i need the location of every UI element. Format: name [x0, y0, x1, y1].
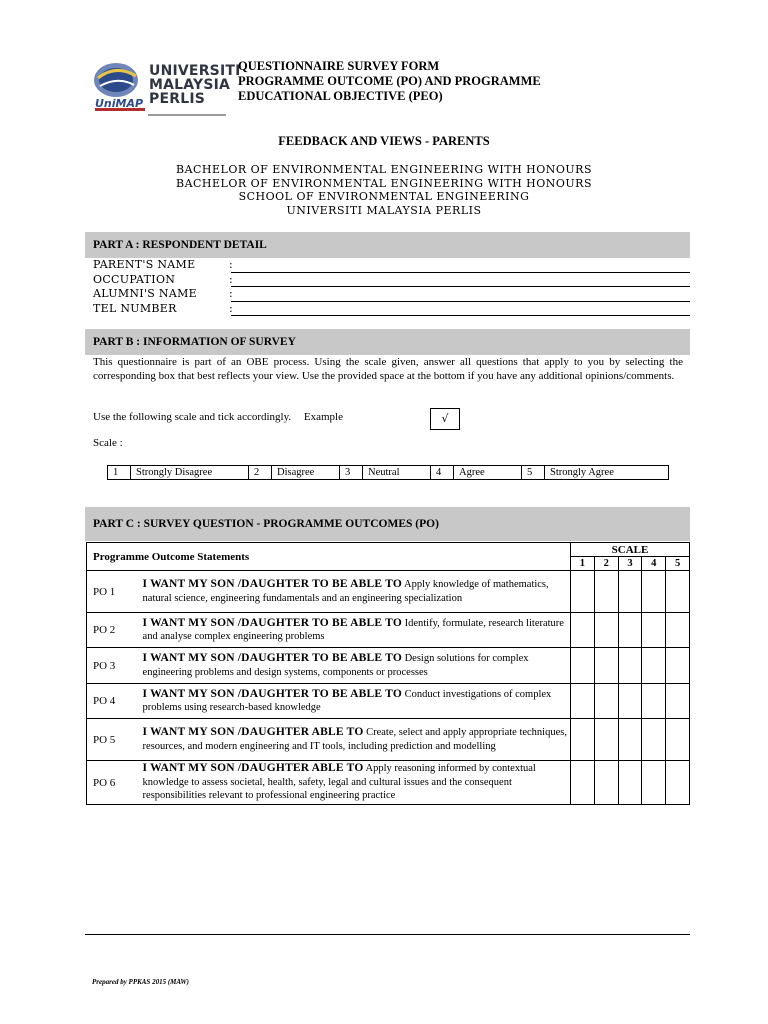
scale-cell-3[interactable] [618, 613, 642, 648]
field-row-tel-number [93, 302, 690, 317]
po-code: PO 4 [87, 684, 143, 719]
respondent-fields [93, 258, 690, 316]
scale-cell-2[interactable] [594, 684, 618, 719]
scale-cell-1[interactable] [571, 571, 595, 613]
tel-number-field[interactable] [231, 315, 690, 316]
scale-cell-3[interactable] [618, 684, 642, 719]
field-row-occupation [93, 273, 690, 288]
po-text: Conduct investigations of complex problems using research-based knowledge [142, 688, 552, 713]
example-tick-box: √ [430, 408, 460, 430]
form-subtitle: FEEDBACK AND VIEWS - PARENTS [278, 134, 490, 148]
scale-cell-5[interactable] [666, 684, 690, 719]
col-scale-header: SCALE [571, 543, 690, 557]
po-lead: I WANT MY SON /DAUGHTER TO BE ABLE TO [142, 687, 402, 700]
scale-text: Strongly Disagree [131, 466, 249, 480]
po-lead: I WANT MY SON /DAUGHTER TO BE ABLE TO [142, 652, 402, 664]
po-code: PO 2 [87, 613, 143, 648]
po-lead: I WANT MY SON /DAUGHTER ABLE TO [142, 726, 364, 738]
part-a-header: PART A : RESPONDENT DETAIL [85, 232, 690, 258]
logo-line-1: UNIVERSITI [149, 63, 241, 79]
scale-col-2: 2 [594, 557, 618, 571]
field-row-alumni-name [93, 287, 690, 302]
logo-short-name: UniMAP [95, 97, 144, 110]
logo-line-3: PERLIS [149, 91, 206, 107]
po-lead: I WANT MY SON /DAUGHTER TO BE ABLE TO [142, 616, 402, 629]
table-row [87, 719, 690, 761]
programme-line: SCHOOL OF ENVIRONMENTAL ENGINEERING [238, 190, 530, 203]
po-text: Design solutions for complex engineering problems and design systems, components or processes [142, 653, 529, 678]
form-title [238, 59, 541, 104]
scale-cell-5[interactable] [666, 761, 690, 805]
po-code: PO 3 [87, 648, 143, 684]
logo-wordmark [149, 64, 241, 106]
programme-lines [0, 163, 768, 217]
title-line-3: EDUCATIONAL OBJECTIVE (PEO) [238, 89, 443, 103]
scale-col-3: 3 [618, 557, 642, 571]
scale-cell-1[interactable] [571, 613, 595, 648]
po-code: PO 6 [87, 761, 143, 805]
po-text: Apply knowledge of mathematics, natural science, engineering fundamentals and an engineering specialization [142, 579, 549, 604]
title-line-1: QUESTIONNAIRE SURVEY FORM [238, 59, 440, 73]
use-scale-text: Use the following scale and tick accordingly. [93, 411, 292, 423]
scale-label: Scale : [93, 437, 123, 449]
scale-cell-5[interactable] [666, 613, 690, 648]
scale-text: Neutral [363, 466, 431, 480]
po-statement [143, 684, 571, 719]
scale-cell-1[interactable] [571, 719, 595, 761]
po-text: Create, select and apply appropriate techniques, resources, and modern engineering and IT tools, including prediction and modelling [142, 727, 567, 752]
po-table [86, 542, 690, 805]
field-label: PARENT'S NAME [93, 258, 196, 271]
po-statement [143, 613, 571, 648]
scale-cell-3[interactable] [618, 761, 642, 805]
scale-cell-4[interactable] [642, 761, 666, 805]
field-colon: : [229, 301, 233, 315]
scale-col-5: 5 [666, 557, 690, 571]
table-row [87, 648, 690, 684]
po-lead: I WANT MY SON /DAUGHTER ABLE TO [142, 762, 364, 775]
footer-prepared-by: Prepared by PPKAS 2015 (MAW) [92, 978, 189, 986]
scale-cell-2[interactable] [594, 613, 618, 648]
po-text: Identify, formulate, research literature and analyse complex engineering problems [142, 617, 564, 642]
field-colon: : [229, 287, 233, 300]
scale-cell-5[interactable] [666, 719, 690, 761]
part-b-header: PART B : INFORMATION OF SURVEY [85, 329, 690, 355]
scale-cell-1[interactable] [571, 648, 595, 684]
field-colon: : [229, 258, 233, 271]
table-row [87, 761, 690, 805]
programme-line: BACHELOR OF ENVIRONMENTAL ENGINEERING WITH HONOURS [175, 176, 592, 190]
scale-cell-2[interactable] [594, 648, 618, 684]
title-line-2: PROGRAMME OUTCOME (PO) AND PROGRAMME [238, 74, 541, 88]
survey-intro: This questionnaire is part of an OBE process. Using the scale given, answer all questions that apply to you by selecting the corresponding box that best reflects your view. Use the provided space at the bottom if you have any additional opinions/comments. [93, 356, 683, 382]
scale-cell-4[interactable] [642, 719, 666, 761]
scale-cell-3[interactable] [618, 571, 642, 613]
table-row [87, 571, 690, 613]
po-text: Apply reasoning informed by contextual knowledge to assess societal, health, safety, legal and cultural issues and the consequent responsibilities relevant to professional engineering practice [142, 763, 536, 802]
scale-cell-1[interactable] [571, 761, 595, 805]
scale-cell-5[interactable] [666, 571, 690, 613]
col-statement-header: Programme Outcome Statements [87, 543, 571, 571]
scale-num: 1 [108, 466, 131, 480]
scale-num: 2 [249, 466, 272, 480]
po-statement [143, 648, 571, 684]
po-statement [143, 719, 571, 761]
field-label: TEL NUMBER [93, 301, 177, 315]
scale-cell-3[interactable] [618, 719, 642, 761]
scale-cell-2[interactable] [594, 719, 618, 761]
programme-line: BACHELOR OF ENVIRONMENTAL ENGINEERING WITH HONOURS [175, 163, 592, 176]
field-label: ALUMNI'S NAME [93, 287, 197, 300]
scale-cell-3[interactable] [618, 648, 642, 684]
scale-cell-4[interactable] [642, 648, 666, 684]
scale-num: 4 [431, 466, 454, 480]
scale-text: Disagree [272, 466, 340, 480]
part-c-header: PART C : SURVEY QUESTION - PROGRAMME OUTCOMES (PO) [85, 507, 690, 541]
scale-cell-4[interactable] [642, 684, 666, 719]
po-code: PO 5 [87, 719, 143, 761]
field-row-parent-name [93, 258, 690, 273]
scale-num: 5 [522, 466, 545, 480]
scale-instruction [93, 411, 343, 423]
field-label: OCCUPATION [93, 272, 176, 286]
example-label: Example [303, 411, 343, 423]
field-colon: : [229, 272, 233, 286]
scale-cell-2[interactable] [594, 761, 618, 805]
logo-line-2: MALAYSIA [149, 77, 231, 93]
scale-cell-5[interactable] [666, 648, 690, 684]
scale-cell-2[interactable] [594, 571, 618, 613]
po-code: PO 1 [87, 571, 143, 613]
scale-text: Strongly Agree [545, 466, 669, 480]
po-lead: I WANT MY SON /DAUGHTER TO BE ABLE TO [142, 578, 402, 590]
table-row [87, 684, 690, 719]
scale-col-4: 4 [642, 557, 666, 571]
scale-cell-4[interactable] [642, 571, 666, 613]
scale-text: Agree [454, 466, 522, 480]
scale-col-1: 1 [571, 557, 595, 571]
po-statement [143, 571, 571, 613]
scale-num: 3 [340, 466, 363, 480]
footer-divider [85, 934, 690, 935]
scale-cell-1[interactable] [571, 684, 595, 719]
po-statement [143, 761, 571, 805]
scale-cell-4[interactable] [642, 613, 666, 648]
programme-line: UNIVERSITI MALAYSIA PERLIS [286, 203, 482, 217]
table-row [87, 613, 690, 648]
scale-legend [107, 465, 669, 480]
